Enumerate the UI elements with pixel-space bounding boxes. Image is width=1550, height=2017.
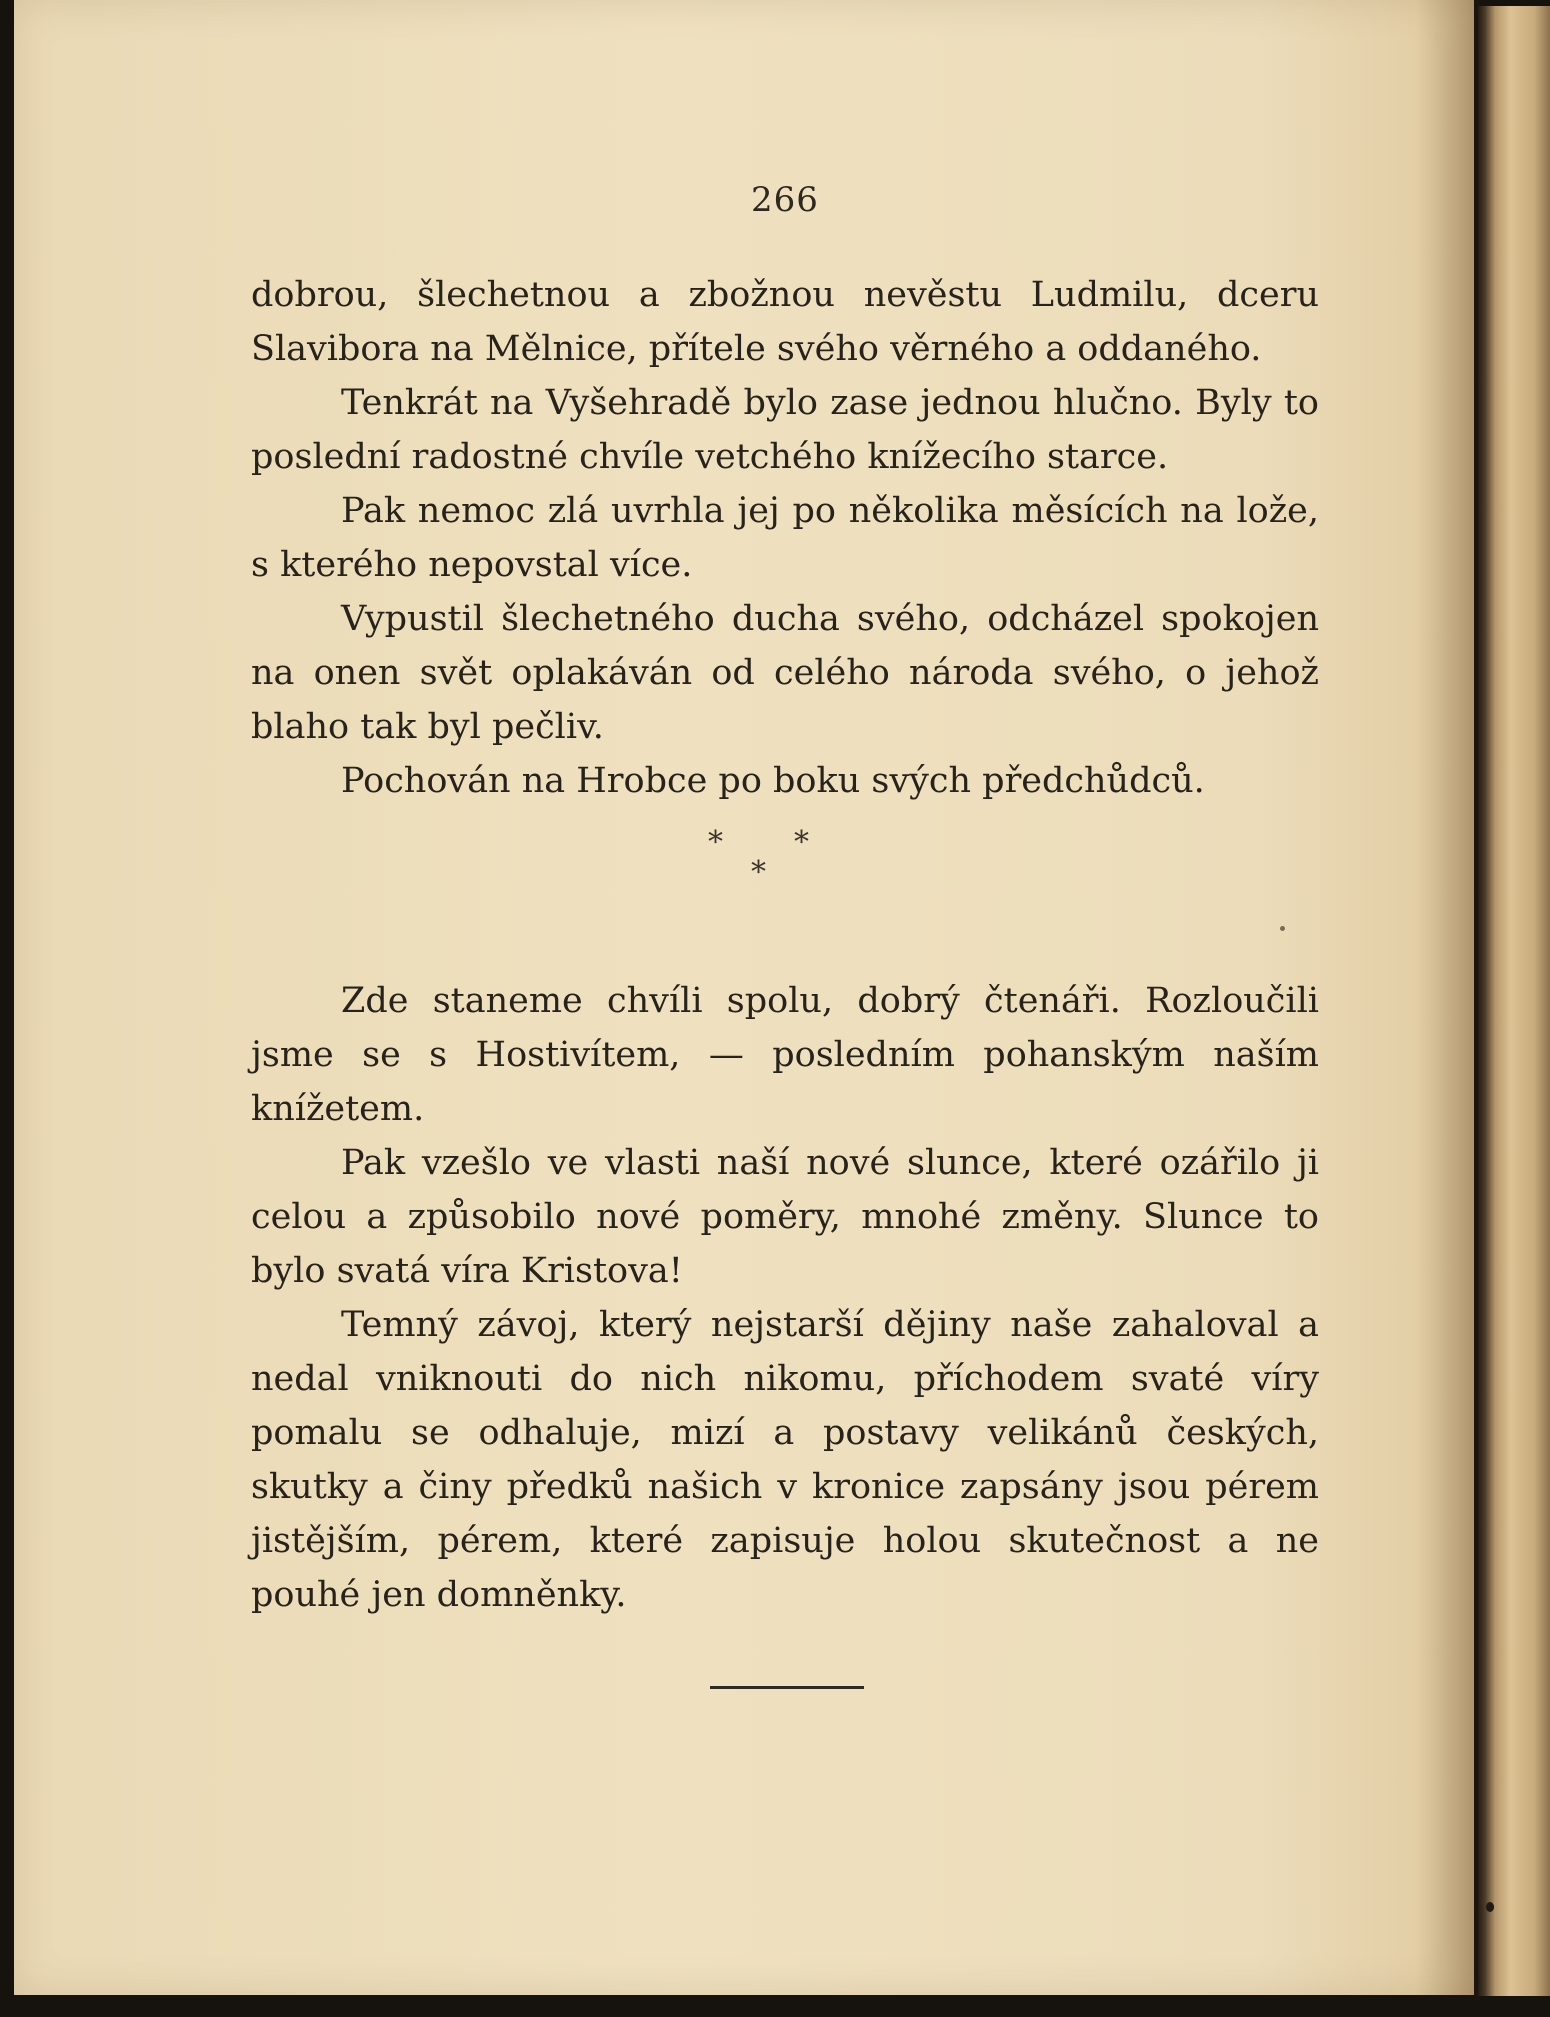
paragraph-5: Pochován na Hrobce po boku svých předchůdců. [341,761,1205,801]
body-text [251,268,1319,1622]
asterism-star-right: * [794,825,809,860]
adjacent-page-edge [1478,6,1550,1996]
paragraph-8: Temný závoj, který nejstarší dějiny naše zahaloval a nedal vniknouti do nich nikomu, příchodem svaté víry pomalu se odhaluje, mizí a postavy velikánů českých, skutky a činy předků našich v kronice zapsány jsou pérem jistějším, pérem, které zapisuje holou skutečnost a ne pouhé jen domněnky. [251,1305,1319,1615]
end-rule [710,1686,864,1689]
section-break-asterism [251,808,1319,916]
asterism-star-left: * [708,825,723,860]
paragraph-2: Tenkrát na Vyšehradě bylo zase jednou hlučno. Byly to poslední radostné chvíle vetchého knížecího starce. [251,383,1319,477]
paragraph-3: Pak nemoc zlá uvrhla jej po několika měsících na lože, s kterého nepovstal více. [251,491,1319,585]
paragraph-6: Zde staneme chvíli spolu, dobrý čtenáři. Rozloučili jsme se s Hostivítem, — posledním pohanským naším knížetem. [251,981,1319,1129]
paragraph-7: Pak vzešlo ve vlasti naší nové slunce, které ozářilo ji celou a způsobilo nové poměry, mnohé změny. Slunce to bylo svatá víra Kristova! [251,1143,1319,1291]
asterism-star-bottom: * [751,855,766,890]
paper-speck [1280,926,1285,931]
page-number: 266 [751,180,819,220]
paragraph-4: Vypustil šlechetného ducha svého, odcházel spokojen na onen svět oplakáván od celého národa svého, o jehož blaho tak byl pečliv. [251,599,1319,747]
edge-mark [1486,1902,1494,1912]
paragraph-1: dobrou, šlechetnou a zbožnou nevěstu Ludmilu, dceru Slavibora na Mělnice, přítele svého věrného a oddaného. [251,275,1319,369]
